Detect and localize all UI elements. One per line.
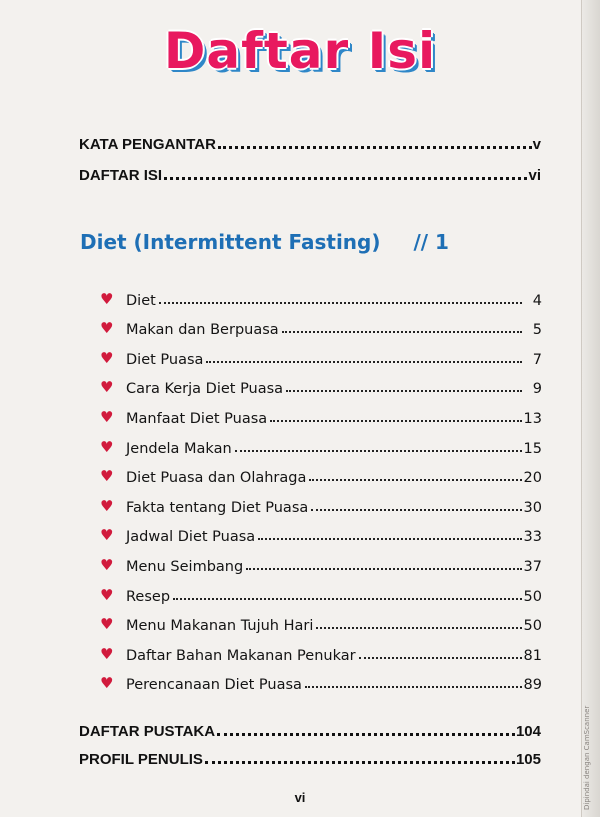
- toc-entry-label: DAFTAR ISI: [79, 167, 163, 184]
- heart-icon: ♥: [100, 615, 114, 634]
- toc-entry-label: Diet: [126, 292, 156, 309]
- dot-leader: [270, 420, 521, 422]
- toc-entry-page: 9: [532, 381, 542, 398]
- toc-entry-label: Fakta tentang Diet Puasa: [126, 499, 309, 516]
- dot-leader: [205, 761, 515, 764]
- chapter-number: 1: [435, 230, 449, 254]
- toc-entry[interactable]: [100, 664, 542, 694]
- scanner-watermark: Dipindai dengan CamScanner: [583, 705, 591, 810]
- toc-entry-label: KATA PENGANTAR: [79, 136, 216, 153]
- toc-entry-label: Jadwal Diet Puasa: [126, 529, 256, 546]
- toc-entry-label: Resep: [126, 588, 171, 605]
- toc-front-entry[interactable]: [79, 167, 541, 184]
- heart-icon: ♥: [100, 496, 114, 515]
- toc-entry[interactable]: [100, 427, 542, 457]
- toc-entry-page: vi: [528, 167, 541, 184]
- toc-entry-label: DAFTAR PUSTAKA: [79, 723, 216, 740]
- page-title: Daftar Isi: [163, 22, 437, 80]
- heart-icon: ♥: [100, 585, 114, 604]
- dot-leader: [359, 657, 522, 659]
- toc-entry-label: PROFIL PENULIS: [79, 751, 203, 768]
- toc-entry-page: 50: [523, 618, 542, 635]
- heart-icon: ♥: [100, 555, 114, 574]
- toc-entry-page: 89: [523, 677, 542, 694]
- dot-leader: [309, 479, 521, 481]
- dot-leader: [206, 361, 522, 363]
- dot-leader: [316, 627, 521, 629]
- dot-leader: [286, 390, 522, 392]
- toc-entry-label: Diet Puasa: [126, 351, 204, 368]
- dot-leader: [311, 509, 521, 511]
- toc-entry-label: Makan dan Berpuasa: [126, 322, 279, 339]
- toc-entry[interactable]: [100, 338, 542, 368]
- toc-entry[interactable]: [100, 279, 542, 309]
- toc-entry-page: 37: [523, 558, 542, 575]
- dot-leader: [305, 686, 522, 688]
- toc-entry-label: Menu Makanan Tujuh Hari: [126, 618, 314, 635]
- toc-entry-page: 4: [532, 292, 542, 309]
- toc-entry-page: 5: [532, 322, 542, 339]
- toc-entry[interactable]: [100, 545, 542, 575]
- toc-entry-page: 15: [523, 440, 542, 457]
- heart-icon: ♥: [100, 437, 114, 456]
- toc-entry-label: Menu Seimbang: [126, 558, 244, 575]
- toc-entry-page: 104: [515, 723, 541, 740]
- toc-front-entry[interactable]: [79, 136, 541, 153]
- toc-entry[interactable]: [100, 309, 542, 339]
- toc-entry-page: 33: [523, 529, 542, 546]
- toc-entry[interactable]: [100, 397, 542, 427]
- heart-icon: ♥: [100, 407, 114, 426]
- toc-back-entry[interactable]: [79, 723, 541, 740]
- toc-entry[interactable]: [100, 605, 542, 635]
- toc-entry-page: 105: [515, 751, 541, 768]
- chapter-title: Diet (Intermittent Fasting): [80, 230, 381, 254]
- dot-leader: [282, 331, 522, 333]
- heart-icon: ♥: [100, 467, 114, 486]
- dot-leader: [218, 146, 532, 149]
- heart-icon: ♥: [100, 289, 114, 308]
- dot-leader: [173, 598, 522, 600]
- toc-entry-label: Manfaat Diet Puasa: [126, 410, 268, 427]
- heart-icon: ♥: [100, 378, 114, 397]
- heart-icon: ♥: [100, 526, 114, 545]
- heart-icon: ♥: [100, 319, 114, 338]
- heart-icon: ♥: [100, 644, 114, 663]
- heart-icon: ♥: [100, 348, 114, 367]
- toc-entry-label: Daftar Bahan Makanan Penukar: [126, 647, 356, 664]
- dot-leader: [164, 177, 527, 180]
- heart-icon: ♥: [100, 674, 114, 693]
- toc-entry-page: 50: [523, 588, 542, 605]
- dot-leader: [217, 733, 515, 736]
- toc-entry[interactable]: [100, 575, 542, 605]
- dot-leader: [159, 302, 522, 304]
- toc-entry-page: 81: [523, 647, 542, 664]
- toc-entry[interactable]: [100, 516, 542, 546]
- toc-entry-label: Jendela Makan: [126, 440, 232, 457]
- toc-entry[interactable]: [100, 368, 542, 398]
- toc-entry[interactable]: [100, 486, 542, 516]
- toc-back-entry[interactable]: [79, 751, 541, 768]
- toc-entry[interactable]: [100, 634, 542, 664]
- toc-entry[interactable]: [100, 457, 542, 487]
- toc-entry-page: 13: [523, 410, 542, 427]
- toc-entry-label: Diet Puasa dan Olahraga: [126, 470, 307, 487]
- toc-entry-label: Perencanaan Diet Puasa: [126, 677, 302, 694]
- toc-entry-page: 7: [532, 351, 542, 368]
- chapter-heading[interactable]: [80, 230, 560, 254]
- toc-entry-page: 30: [523, 499, 542, 516]
- toc-entry-page: 20: [523, 470, 542, 487]
- toc-list: [100, 279, 542, 693]
- dot-leader: [235, 450, 522, 452]
- chapter-separator: //: [413, 230, 429, 254]
- page-number: vi: [294, 790, 306, 805]
- toc-entry-label: Cara Kerja Diet Puasa: [126, 381, 284, 398]
- toc-entry-page: v: [532, 136, 541, 153]
- dot-leader: [246, 568, 521, 570]
- dot-leader: [258, 538, 521, 540]
